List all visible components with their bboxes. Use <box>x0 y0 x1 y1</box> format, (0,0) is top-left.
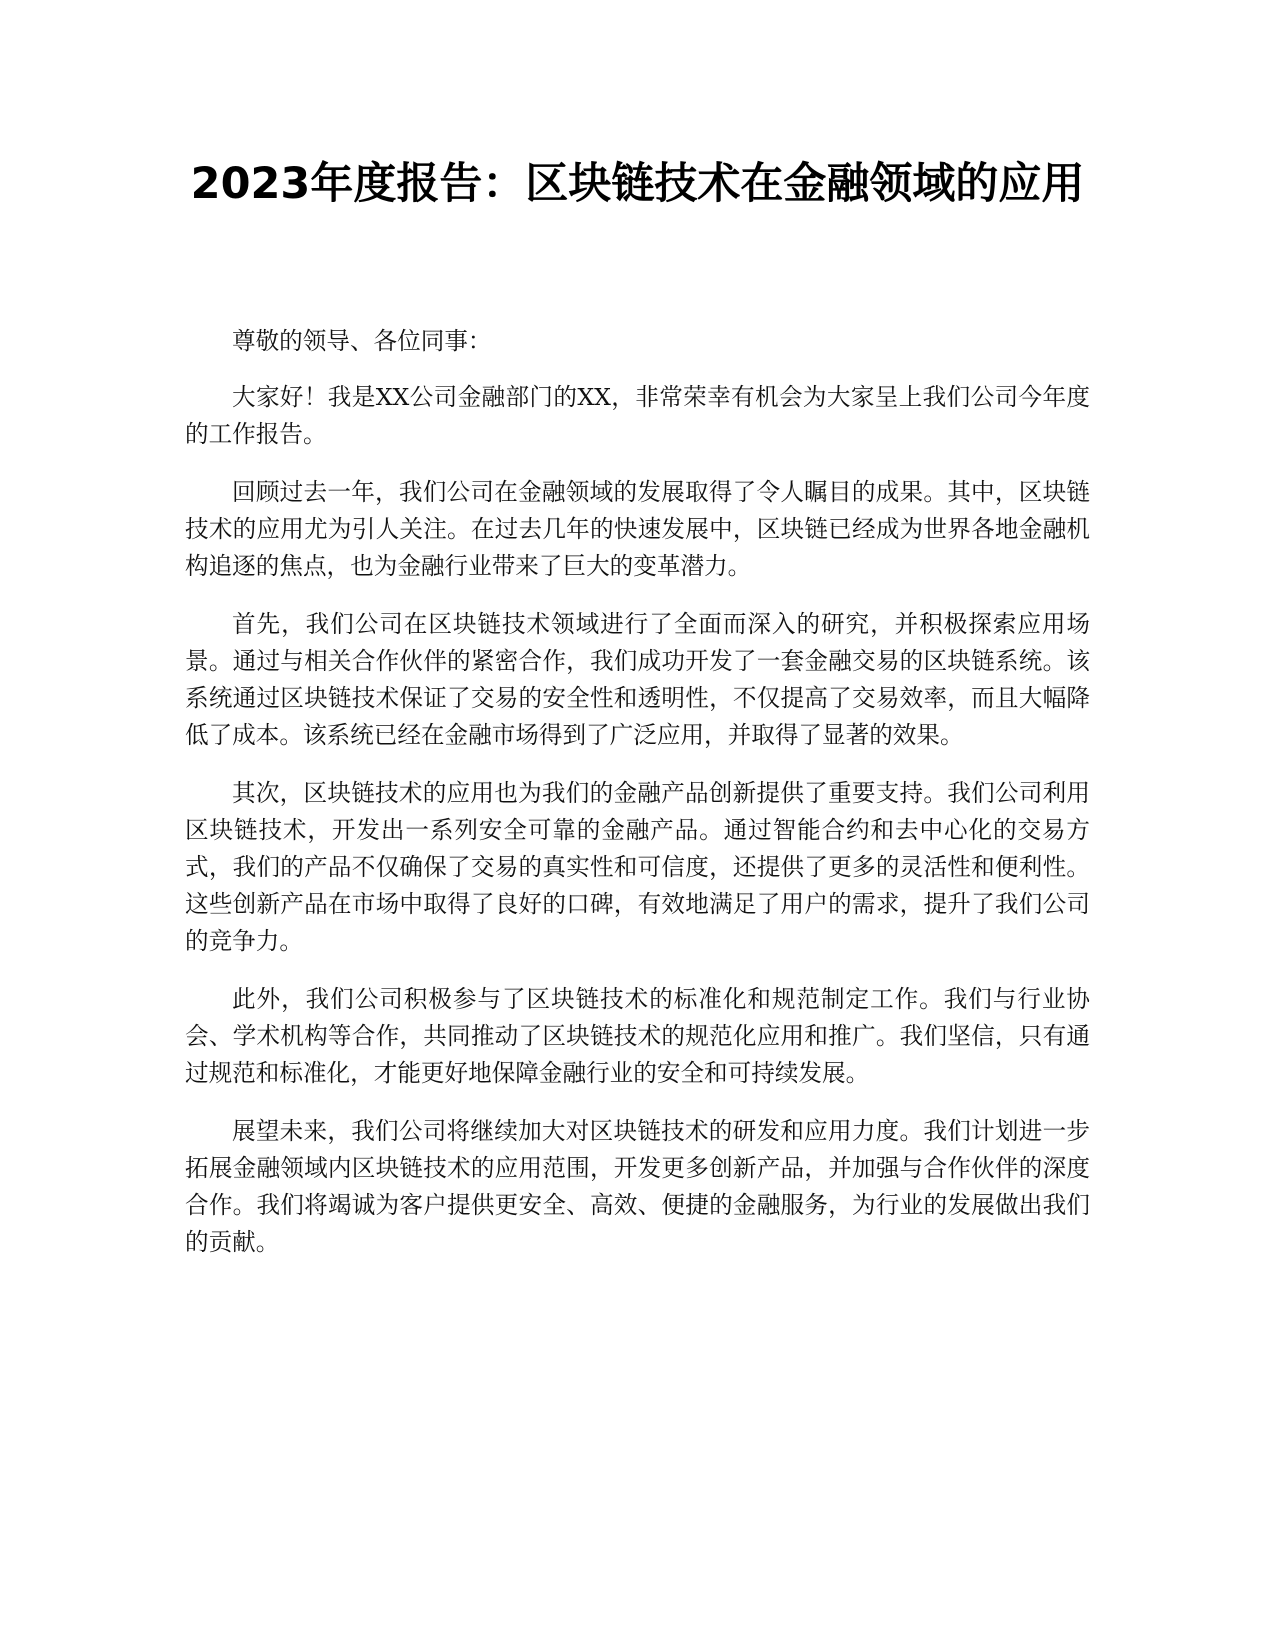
outlook-paragraph: 展望未来，我们公司将继续加大对区块链技术的研发和应用力度。我们计划进一步拓展金融领域内区块链技术的应用范围，开发更多创新产品，并加强与合作伙伴的深度合作。我们将竭诚为客户提供更安全、高效、便捷的金融服务，为行业的发展做出我们的贡献。 <box>185 1117 1090 1256</box>
first-point-paragraph: 首先，我们公司在区块链技术领域进行了全面而深入的研究，并积极探索应用场景。通过与相关合作伙伴的紧密合作，我们成功开发了一套金融交易的区块链系统。该系统通过区块链技术保证了交易的安全性和透明性，不仅提高了交易效率，而且大幅降低了成本。该系统已经在金融市场得到了广泛应用，并取得了显著的效果。 <box>185 610 1090 749</box>
document-title: 2023年度报告：区块链技术在金融领域的应用 <box>190 159 1085 209</box>
third-point-paragraph: 此外，我们公司积极参与了区块链技术的标准化和规范制定工作。我们与行业协会、学术机构等合作，共同推动了区块链技术的规范化应用和推广。我们坚信，只有通过规范和标准化，才能更好地保障金融行业的安全和可持续发展。 <box>185 985 1090 1087</box>
salutation-paragraph: 尊敬的领导、各位同事： <box>232 327 492 355</box>
review-paragraph: 回顾过去一年，我们公司在金融领域的发展取得了令人瞩目的成果。其中，区块链技术的应用尤为引人关注。在过去几年的快速发展中，区块链已经成为世界各地金融机构追逐的焦点，也为金融行业带来了巨大的变革潜力。 <box>185 478 1090 580</box>
document-body <box>185 323 1090 1282</box>
second-point-paragraph: 其次，区块链技术的应用也为我们的金融产品创新提供了重要支持。我们公司利用区块链技术，开发出一系列安全可靠的金融产品。通过智能合约和去中心化的交易方式，我们的产品不仅确保了交易的真实性和可信度，还提供了更多的灵活性和便利性。这些创新产品在市场中取得了良好的口碑，有效地满足了用户的需求，提升了我们公司的竞争力。 <box>185 779 1090 955</box>
greeting-paragraph: 大家好！我是XX公司金融部门的XX，非常荣幸有机会为大家呈上我们公司今年度的工作报告。 <box>185 383 1090 448</box>
